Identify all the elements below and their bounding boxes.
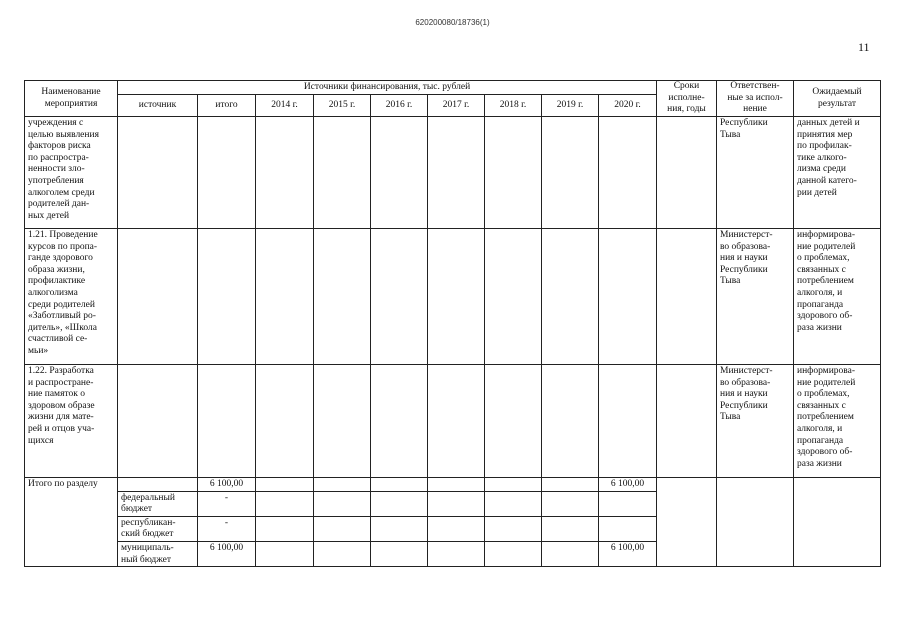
table-row — [25, 117, 881, 229]
row-responsible: Республики Тыва — [717, 117, 794, 229]
republic-total: - — [198, 516, 256, 541]
row-responsible: Министерст- во образова- ния и науки Республики Тыва — [717, 229, 794, 365]
row-responsible: Министерст- во образова- ния и науки Республики Тыва — [717, 365, 794, 478]
header-responsible: Ответствен- ные за испол- нение — [717, 81, 794, 117]
totals-2020: 6 100,00 — [599, 478, 657, 492]
header-year-2014: 2014 г. — [256, 95, 314, 117]
federal-total: - — [198, 491, 256, 516]
page-number: 11 — [858, 40, 870, 54]
totals-total: 6 100,00 — [198, 478, 256, 492]
header-sources-group: Источники финансирования, тыс. рублей — [118, 81, 657, 95]
header-result: Ожидаемый результат — [794, 81, 881, 117]
row-name: 1.22. Разработка и распростране- ние памяток о здоровом образе жизни для мате- рей и отцов уча- щихся — [25, 365, 118, 478]
header-source: источник — [118, 95, 198, 117]
municipal-2020: 6 100,00 — [599, 541, 657, 566]
source-municipal: муниципаль- ный бюджет — [118, 541, 198, 566]
row-name: учреждения с целью выявления факторов риска по распростра- ненности зло- употребления алкоголем среди родителей дан- ных детей — [25, 117, 118, 229]
table-row — [25, 229, 881, 365]
header-year-2015: 2015 г. — [314, 95, 371, 117]
header-year-2016: 2016 г. — [371, 95, 428, 117]
document-id: 620200080/18736(1) — [415, 18, 490, 27]
header-year-2017: 2017 г. — [428, 95, 485, 117]
header-year-2020: 2020 г. — [599, 95, 657, 117]
row-result: информирова- ние родителей о проблемах, связанных с потреблением алкоголя, и пропаганда здорового об- раза жизни — [794, 365, 881, 478]
header-row-1 — [25, 81, 881, 95]
row-result: информирова- ние родителей о проблемах, связанных с потреблением алкоголя, и пропаганда здорового об- раза жизни — [794, 229, 881, 365]
table-row — [25, 365, 881, 478]
source-republic: республикан- ский бюджет — [118, 516, 198, 541]
header-year-2019: 2019 г. — [542, 95, 599, 117]
totals-label: Итого по разделу — [25, 478, 118, 567]
financing-table — [24, 80, 881, 567]
row-result: данных детей и принятия мер по профилак- тике алкого- лизма среди данной катего- рии детей — [794, 117, 881, 229]
header-total: итого — [198, 95, 256, 117]
municipal-total: 6 100,00 — [198, 541, 256, 566]
source-federal: федеральный бюджет — [118, 491, 198, 516]
row-name: 1.21. Проведение курсов по пропа- ганде здорового образа жизни, профилактике алкоголизма среди родителей «Заботливый ро- дитель», «Школа счастливой се- мьи» — [25, 229, 118, 365]
totals-row — [25, 478, 881, 492]
header-year-2018: 2018 г. — [485, 95, 542, 117]
header-terms: Сроки исполне- ния, годы — [657, 81, 717, 117]
header-name: Наименование мероприятия — [25, 81, 118, 117]
